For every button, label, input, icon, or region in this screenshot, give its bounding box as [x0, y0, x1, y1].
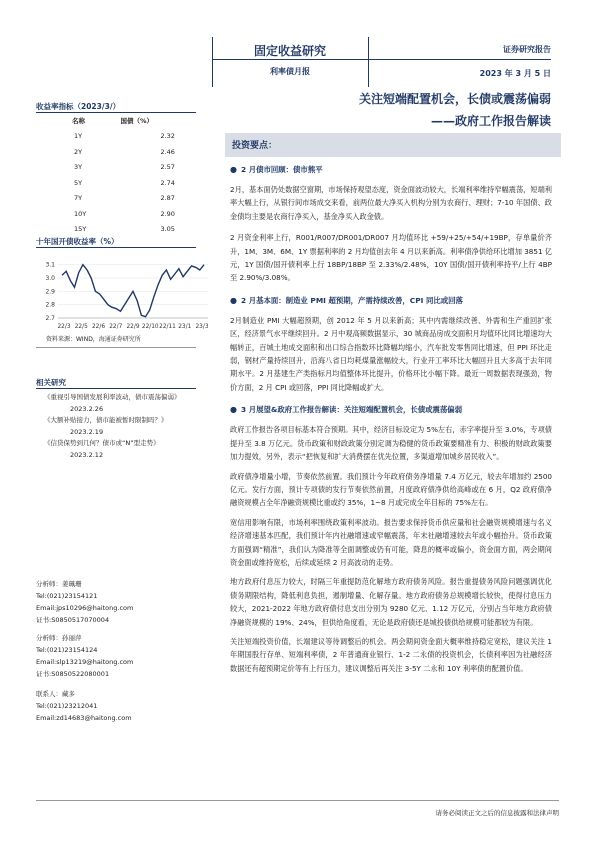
yield-row [36, 191, 196, 207]
chart-title-rule [36, 247, 196, 248]
analyst-block-1 [36, 578, 196, 626]
bullet-icon: ● [230, 295, 237, 305]
related-item[interactable]: 《大额补贴接力，债市能被暂时限制吗？》 [44, 416, 168, 424]
section-title-text: 3 月展望&政府工作报告解读：关注短端配置机会，长债或震荡偏弱 [240, 405, 463, 415]
main-title-line1: 关注短端配置机会，长债或震荡偏弱 [358, 92, 551, 106]
analyst-name: 分析师：姜珮珊 [36, 580, 82, 588]
yield-tenor: 1Y [74, 132, 83, 141]
analyst-block-2 [36, 632, 196, 680]
yield-tenor: 7Y [74, 194, 83, 203]
section-1-para-1: 2月，基本面仍处数据空窗期，市场保持观望态度，资金面波动较大，长端利率维持窄幅震荡，短端利率大幅上行，从银行间市场成交来看，前两位最大净买入机构分别为农商行、理财；7-10 年国债、政金债均主要是农商行净买入，基金净买入政金债。 [230, 185, 552, 221]
section-2-para-1: 2月制造业 PMI 大幅超预期，创 2012 年 5 月以来新高；其中内需继续改善、外需和生产重回扩张区，经济景气水平继续回升。2 月中观高频数据显示，30 城商品房成交面积月均值环比同比增速均大幅转正，百城土地成交面积和出口综合指数环比降幅均缩小，汽车批发零售同比增速，但 PPI 环比走弱，钢材产量持续回升，沿海八省日均耗煤量涨幅较大，行业开工率环比大幅回升且大多高于去年同期水平。2 月基建生产类指标月均值整体环比提升，价格环比小幅下降。最近一周数据表现强劲，物价方面，2 月 CPI 或回落，PPI 同比降幅或扩大。 [230, 315, 552, 392]
x-tick-label: 22/11 [159, 324, 176, 330]
related-title: 相关研究 [36, 378, 66, 387]
main-title [211, 88, 551, 132]
analyst-cert: 证书:S0850522080001 [36, 670, 110, 678]
bullet-icon: ● [230, 405, 237, 415]
related-list [44, 392, 194, 461]
footer-rule [36, 800, 559, 801]
yield-value: 2.90 [160, 209, 175, 218]
yield-series-line [62, 265, 204, 317]
y-tick-label: 2.9 [45, 288, 55, 296]
x-tick-label: 22/9 [126, 324, 140, 330]
yield-row [36, 175, 196, 191]
report-type: 利率债月报 [270, 67, 310, 76]
analyst-tel: Tel:(021)23212041 [36, 702, 98, 710]
col-value: 国债（%） [120, 117, 153, 126]
yield-tenor: 15Y [74, 225, 87, 234]
header-divider [212, 59, 551, 60]
x-tick-label: 23/3 [195, 324, 209, 330]
analyst-cert: 证书:S0850517070004 [36, 616, 110, 624]
section-3-para-2: 政府债净增量小增，节奏依然前置。我们预计今年政府债务净增量 7.4 万亿元，较去年增加约 2500 亿元。发行方面，预计专项债的发行节奏依然前置，月度政府债净供给高峰或在 6 月，Q2 政府债净融资规模占全年净融资规模比重或约 35%，1~8 月或完成全年目标的 75%左右。 [230, 471, 552, 508]
related-date: 2023.2.12 [70, 450, 104, 459]
yield-tenor: 2Y [74, 147, 83, 156]
related-item[interactable]: 《重视引导国债发展利率波动，债市震荡偏弱》 [44, 393, 181, 401]
section-3-para-1: 政府工作报告各项目标基本符合预期。其中，经济目标设定为 5%左右，赤字率提升至 3.0%，专项债提升至 3.8 万亿元。货币政策和财政政策分别定调为稳健的货币政策要精准有力、积极的财政政策要加力提效，另外，表示“把恢复和扩大消费摆在优先位置，多渠道增加城乡居民收入”。 [230, 425, 552, 462]
main-title-line2: ——政府工作报告解读 [430, 114, 551, 128]
x-tick-label: 22/3 [57, 324, 71, 330]
x-tick-label: 22/10 [141, 324, 159, 330]
y-tick-label: 2.8 [45, 301, 55, 309]
yield-row [36, 206, 196, 222]
header-vline-mid [368, 37, 369, 87]
chart-source-rule [36, 347, 196, 348]
yield-tenor: 5Y [74, 178, 83, 187]
x-tick-label: 23/1 [178, 324, 192, 330]
yield-row [36, 144, 196, 160]
analyst-email[interactable]: Email:zd14683@haitong.com [36, 714, 132, 722]
yield-row [36, 160, 196, 176]
report-category: 固定收益研究 [253, 44, 326, 58]
yield-value: 3.05 [160, 225, 175, 234]
section-title-2 [230, 295, 552, 306]
section-title-text: 2 月基本面：制造业 PMI 超预期，产需持续改善，CPI 同比或回落 [240, 295, 463, 305]
report-label: 证券研究报告 [503, 45, 551, 54]
section-3-para-4: 地方政府付息压力较大，时隔三年重提防范化解地方政府债务风险。报告重提债务风险问题强调优化债务期限结构，降低利息负担，遏制增量、化解存量。地方政府债务总规模增长较快，使得付息压力较大，2021-2022 年地方政府债付息支出分别为 9280 亿元、1.12 万亿元，分别占当年地方政府债净融资规模的 19%、24%，但供给角度看，无论是政府债还是城投债供给规模可能都较为有限。 [230, 577, 552, 627]
related-item[interactable]: 《信贷保势到几何？债市或“N”型走势》 [44, 439, 160, 447]
analyst-block-3 [36, 688, 196, 724]
yield-value: 2.87 [160, 194, 175, 203]
chart-title: 十年国开债收益率（%） [36, 237, 119, 246]
related-date: 2023.2.26 [70, 404, 104, 413]
report-body [230, 164, 552, 675]
x-tick-label: 22/5 [74, 324, 88, 330]
yield-value: 2.57 [160, 163, 175, 172]
x-tick-label: 22/6 [91, 324, 106, 330]
analyst-tel: Tel:(021)23154124 [36, 646, 98, 654]
yield-row [36, 129, 196, 145]
yield-row [36, 222, 196, 238]
yield-line-chart [36, 252, 216, 336]
analyst-name: 联系人：藏多 [36, 690, 75, 698]
y-tick-label: 3.1 [45, 261, 55, 269]
header-vline-left [212, 37, 213, 87]
section-3-para-5: 关注短端投资价值，长端建议等待调整后的机会。两会期间资金面大概率维持稳定宽松，建议关注 1 年期国股行存单、短端利率债，2 年普通商业银行、1-2 二永债的投资机会，长债利率因为社融经济数据还有超预期定价等有上行压力，建议调整后再关注 3-5Y 二永和 10Y 利率债的配置价值。 [230, 636, 552, 673]
y-tick-label: 2.7 [45, 315, 55, 322]
yield-table [36, 113, 196, 237]
x-tick-label: 22/7 [109, 324, 123, 330]
yield-value: 2.32 [160, 132, 175, 141]
yield-value: 2.46 [160, 147, 175, 156]
yield-tenor: 10Y [74, 209, 87, 218]
bullet-icon: ● [230, 165, 237, 174]
chart-source: 资料来源：WIND，海通证券研究所 [46, 336, 141, 343]
y-tick-label: 3.0 [45, 275, 55, 282]
analyst-email[interactable]: Email:slp13219@haitong.com [36, 658, 134, 666]
report-date: 2023 年 3 月 5 日 [479, 69, 551, 78]
key-points-label: 投资要点： [232, 141, 278, 151]
analyst-tel: Tel:(021)23154121 [36, 592, 98, 600]
analyst-name: 分析师：孙丽萍 [36, 634, 82, 642]
footer-disclaimer: 请务必阅读正文之后的信息披露和法律声明 [435, 809, 559, 817]
analyst-email[interactable]: Email:jps10296@haitong.com [36, 604, 134, 612]
section-title-text: 2 月债市回顾：债市熊平 [240, 165, 323, 174]
yield-tenor: 3Y [74, 163, 83, 172]
related-rule [36, 388, 196, 389]
col-name: 名称 [72, 117, 85, 126]
yield-table-title: 收益率指标（2023/3/） [36, 102, 121, 111]
section-3-para-3: 宽信用影响有限，市场利率围绕政策利率波动。报告要求保持货币供应量和社会融资规模增速与名义经济增速基本匹配，我们预计年内社融增速或窄幅震荡，年末社融增速较去年或小幅抬升。货币政策方面强调“精准”，我们认为降准等全面调整或仍有可能，降息的概率或偏小，资金面方面，两会期间资金面或维持宽松，后续或延续 2 月高波动的走势。 [230, 517, 552, 567]
yield-value: 2.74 [160, 178, 175, 187]
section-title-1 [230, 164, 552, 175]
section-1-para-2: 2 月资金利率上行，R001/R007/DR001/DR007 月均值环比 +59/+25/+54/+19BP，存单量价齐升，1M、3M、6M、1Y 票据利率的 2 月均值创去年 4 月以来新高。利率债净供给环比增加 3851 亿元，1Y 国债/国开债利率上行 18BP/18BP 至 2.33%/2.48%，10Y 国债/国开债利率持平/上行 4BP 至 2.90%/3.08%。 [230, 233, 552, 283]
related-date: 2023.2.19 [70, 427, 104, 436]
section-title-3 [230, 404, 552, 415]
